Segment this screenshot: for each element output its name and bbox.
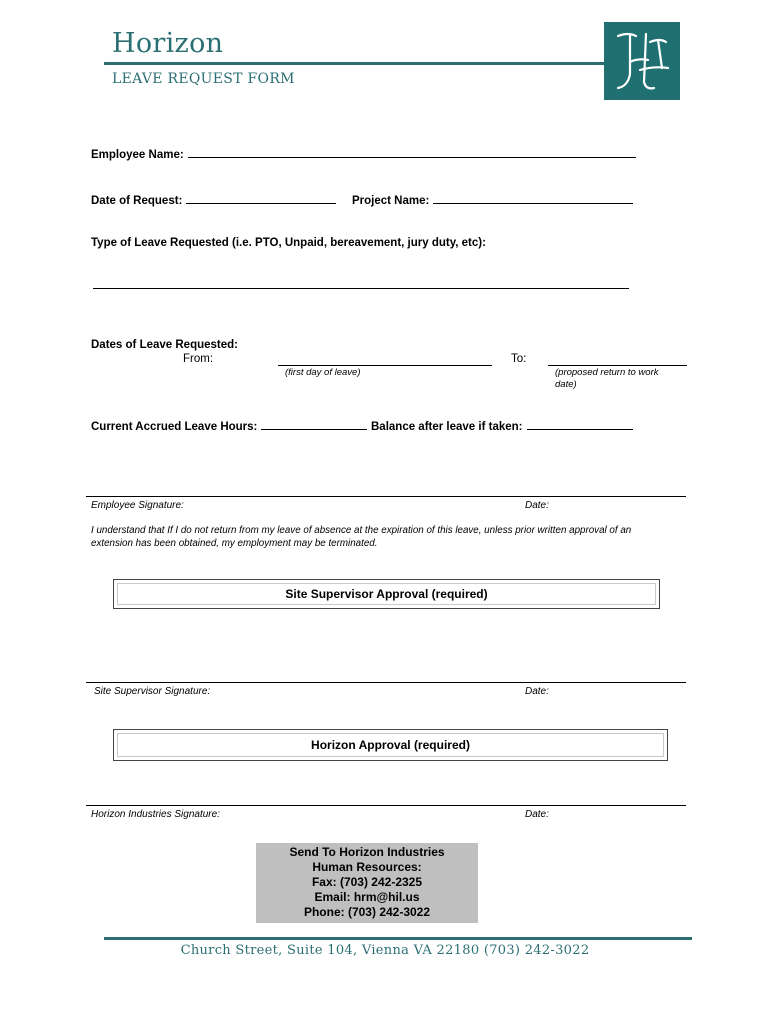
to-date-field[interactable] xyxy=(548,365,687,366)
date-of-request-label: Date of Request: xyxy=(91,195,183,207)
supervisor-signature-label: Site Supervisor Signature: xyxy=(94,686,211,697)
employee-name-label: Employee Name: xyxy=(91,149,184,161)
supervisor-approval-title: Site Supervisor Approval (required) xyxy=(117,583,656,605)
disclaimer-line1: I understand that If I do not return from my leave of absence at the expiration of this leave, unless prior written approval of an xyxy=(91,525,632,536)
balance-after-field[interactable] xyxy=(527,418,633,430)
send-to-email: Email: hrm@hil.us xyxy=(314,890,420,904)
send-to-line1: Send To Horizon Industries xyxy=(289,845,445,859)
header-rule xyxy=(104,62,604,65)
to-hint-line1: (proposed return to work xyxy=(555,367,659,378)
supervisor-signature-date-label: Date: xyxy=(525,686,549,697)
project-name-label: Project Name: xyxy=(352,195,430,207)
send-to-line2: Human Resources: xyxy=(312,860,422,874)
type-of-leave-field[interactable] xyxy=(93,288,629,289)
employee-name-field[interactable] xyxy=(188,146,636,158)
balance-after-row xyxy=(371,418,633,433)
project-name-field[interactable] xyxy=(433,192,633,204)
to-label: To: xyxy=(511,353,527,365)
horizon-approval-title: Horizon Approval (required) xyxy=(117,733,664,757)
employee-signature-date-label: Date: xyxy=(525,500,549,511)
date-of-request-row xyxy=(91,192,336,207)
send-to-phone: Phone: (703) 242-3022 xyxy=(303,905,431,919)
employee-signature-line[interactable] xyxy=(86,496,686,497)
footer-rule xyxy=(104,937,692,940)
supervisor-signature-line[interactable] xyxy=(86,682,686,683)
balance-after-label: Balance after leave if taken: xyxy=(371,421,523,433)
from-label: From: xyxy=(183,353,214,365)
send-to-fax: Fax: (703) 242-2325 xyxy=(311,875,423,889)
to-hint-line2: date) xyxy=(555,379,577,390)
horizon-approval-box xyxy=(113,729,668,761)
dates-of-leave-label: Dates of Leave Requested: xyxy=(91,339,238,351)
employee-name-row xyxy=(91,146,636,161)
brand-name: Horizon xyxy=(112,28,224,59)
accrued-hours-field[interactable] xyxy=(261,418,367,430)
send-to-box xyxy=(256,843,478,923)
form-title: LEAVE REQUEST FORM xyxy=(112,71,295,87)
from-hint: (first day of leave) xyxy=(285,367,361,378)
accrued-hours-row xyxy=(91,418,367,433)
horizon-signature-date-label: Date: xyxy=(525,809,549,820)
employee-signature-label: Employee Signature: xyxy=(91,500,184,511)
from-date-field[interactable] xyxy=(278,365,492,366)
date-of-request-field[interactable] xyxy=(186,192,336,204)
supervisor-approval-box xyxy=(113,579,660,609)
accrued-hours-label: Current Accrued Leave Hours: xyxy=(91,421,258,433)
type-of-leave-label: Type of Leave Requested (i.e. PTO, Unpaid, bereavement, jury duty, etc): xyxy=(91,237,486,249)
horizon-signature-label: Horizon Industries Signature: xyxy=(91,809,220,820)
horizon-signature-line[interactable] xyxy=(86,805,686,806)
hi-monogram-logo-icon xyxy=(604,22,680,100)
disclaimer-line2: extension has been obtained, my employment may be terminated. xyxy=(91,538,378,549)
project-name-row xyxy=(352,192,633,207)
footer-address: Church Street, Suite 104, Vienna VA 22180 (703) 242-3022 xyxy=(180,943,590,958)
